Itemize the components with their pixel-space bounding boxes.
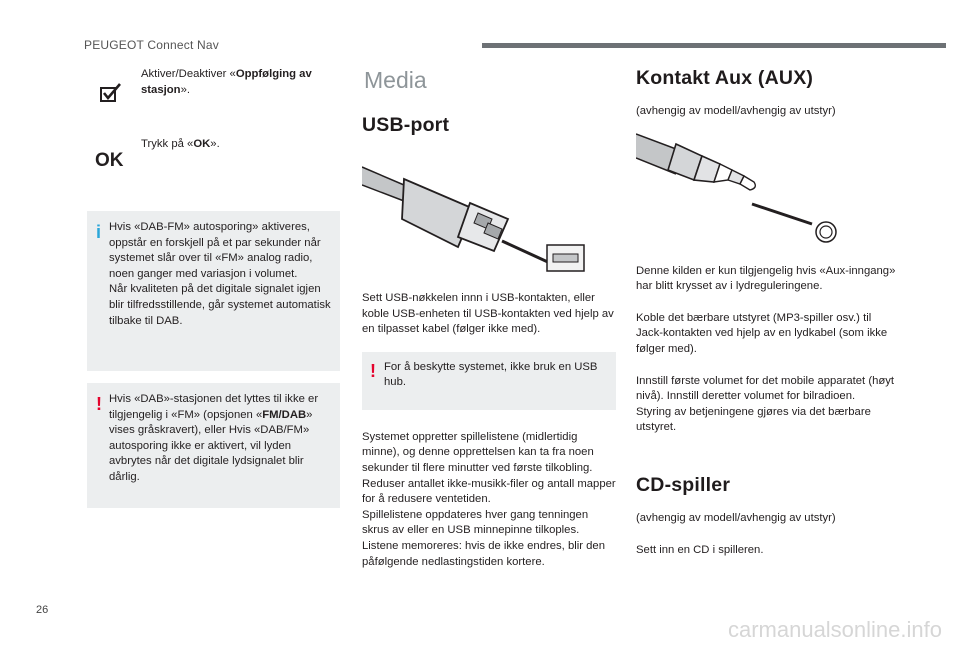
heading-cd-player: CD-spiller <box>636 473 731 496</box>
heading-usb-port: USB-port <box>362 114 450 136</box>
aux-availability-note: (avhengig av modell/avhengig av utstyr) <box>636 105 836 117</box>
aux-paragraph-3: Innstill første volumet for det mobile apparatet (høyt nivå). Innstill deretter volumet for bilradioen. Styring av betjeningene gjøres via det bærbare utstyret. <box>636 374 895 434</box>
instruction-row-ok <box>87 128 340 206</box>
warning-box-usb-hub <box>362 352 616 410</box>
watermark: carmanualsonline.info <box>727 617 942 642</box>
checkbox-icon <box>99 82 123 109</box>
aux-jack-illustration <box>636 130 898 250</box>
warning-marker: ! <box>96 394 102 414</box>
instruction-text-tracking: Aktiver/Deaktiver «Oppfølging av stasjon». <box>141 68 312 96</box>
section-title-media: Media <box>364 67 427 93</box>
header-title: PEUGEOT Connect Nav <box>84 38 219 52</box>
instruction-row-tracking <box>87 58 340 128</box>
warning-box-text: Hvis «DAB»-stasjonen det lyttes til ikke er tilgjengelig i «FM» (opsjonen «FM/DAB» vises gråskravert), eller Hvis «DAB/FM» autosporing ikke er aktivert, vil lyden avbrytes når det digitale lydsignalet blir dårlig. <box>109 393 319 483</box>
warning-box-dab <box>87 383 340 508</box>
usb-paragraph-2: Systemet oppretter spillelistene (midlertidig minne), og denne opprettelsen kan ta fra noen sekunder til flere minutter ved første tilkobling. Reduser antallet ikke-musikk-filer og antall mapper for å redusere ventetiden. Spillelistene oppdateres hver gang tenningen skrus av eller en USB minnepinne tilkoples. Listene memoreres: hvis de ikke endres, blir den påfølgende nedlastingstiden kortere. <box>362 430 616 568</box>
cd-availability-note: (avhengig av modell/avhengig av utstyr) <box>636 511 836 524</box>
usb-paragraph-1: Sett USB-nøkkelen innn i USB-kontakten, eller koble USB-enheten til USB-kontakten ved hjelp av en tilpasset kabel (følger ikke med). <box>362 292 614 336</box>
heading-aux: Kontakt Aux (AUX) <box>636 67 814 89</box>
ok-icon: OK <box>95 150 124 171</box>
page-number: 26 <box>36 604 49 616</box>
usb-illustration <box>362 151 616 279</box>
info-box-dab-fm <box>87 211 340 371</box>
cd-paragraph: Sett inn en CD i spilleren. <box>636 543 764 556</box>
info-marker: i <box>96 222 102 242</box>
header-bar <box>482 43 946 48</box>
warning-marker: ! <box>370 360 376 381</box>
info-box-text: Hvis «DAB-FM» autosporing» aktiveres, oppstår en forskjell på et par sekunder når systemet slår over til «FM» analog radio, noen ganger med variasjon i volumet. Når kvaliteten på det digitale signalet igjen blir tilfredsstillende, går systemet automatisk tilbake til DAB. <box>109 221 331 327</box>
column-left <box>87 58 340 206</box>
warning-box-usb-text: For å beskytte systemet, ikke bruk en USB hub. <box>384 360 598 389</box>
aux-paragraph-2: Koble det bærbare utstyret (MP3-spiller osv.) til Jack-kontakten ved hjelp av en lydkabel (som ikke følger med). <box>636 311 888 355</box>
instruction-text-ok: Trykk på «OK». <box>141 138 220 150</box>
column-middle <box>362 58 616 570</box>
column-right <box>636 58 898 558</box>
aux-paragraph-1: Denne kilden er kun tilgjengelig hvis «Aux-inngang» har blitt krysset av i lydreguleringene. <box>636 264 896 293</box>
